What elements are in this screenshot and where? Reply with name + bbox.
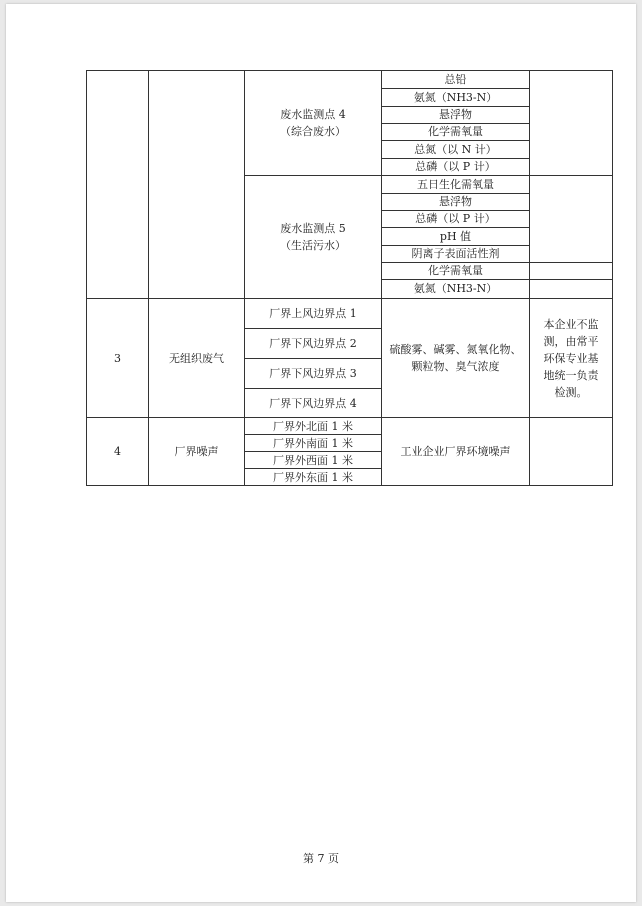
parameter-cell: 总磷（以 P 计）	[415, 160, 496, 173]
monitoring-point-name: 废水监测点 5 （生活污水）	[280, 221, 346, 252]
monitoring-point-name: 厂界下风边界点 2	[269, 337, 357, 350]
monitoring-point-name: 厂界外西面 1 米	[273, 453, 353, 467]
parameter-cell: 化学需氧量	[428, 264, 483, 277]
monitoring-point-name: 厂界上风边界点 1	[269, 307, 357, 320]
monitoring-point-name: 厂界外北面 1 米	[273, 419, 353, 433]
monitoring-point-name: 厂界外东面 1 米	[273, 470, 353, 484]
monitoring-point-name: 厂界外南面 1 米	[273, 436, 353, 450]
monitoring-point-name: 废水监测点 4 （综合废水）	[280, 108, 346, 138]
parameter-cell: 阴离子表面活性剂	[411, 247, 500, 260]
parameter-cell: 悬浮物	[439, 108, 472, 121]
monitoring-type: 无组织废气	[169, 351, 224, 365]
document-page	[6, 4, 636, 902]
monitoring-point-name: 厂界下风边界点 3	[269, 367, 357, 380]
page-number: 第 7 页	[303, 852, 339, 865]
parameter-cell: 总氮（以 N 计）	[414, 142, 497, 156]
parameter-cell: 化学需氧量	[428, 125, 483, 138]
parameter-cell: 氨氮（NH3-N）	[413, 282, 498, 295]
monitoring-type: 厂界噪声	[174, 445, 219, 458]
parameter-cell: pH 值	[439, 229, 472, 243]
row-number: 4	[114, 445, 121, 458]
parameter-cell: 硫酸雾、碱雾、氮氧化物、 颗粒物、臭气浓度	[389, 343, 522, 373]
row-number: 3	[114, 351, 121, 365]
parameter-cell: 氨氮（NH3-N）	[413, 90, 498, 104]
parameter-cell: 悬浮物	[439, 195, 472, 208]
remark-cell: 本企业不监 测，由常平 环保专业基 地统一负责 检测。	[543, 317, 599, 399]
parameter-cell: 总磷（以 P 计）	[415, 212, 496, 225]
monitoring-table	[86, 70, 613, 486]
parameter-cell: 工业企业厂界环境噪声	[400, 445, 511, 458]
grid-line	[529, 71, 530, 485]
monitoring-point-name: 厂界下风边界点 4	[269, 396, 357, 410]
parameter-cell: 五日生化需氧量	[417, 177, 494, 191]
parameter-cell: 总铅	[444, 73, 467, 86]
